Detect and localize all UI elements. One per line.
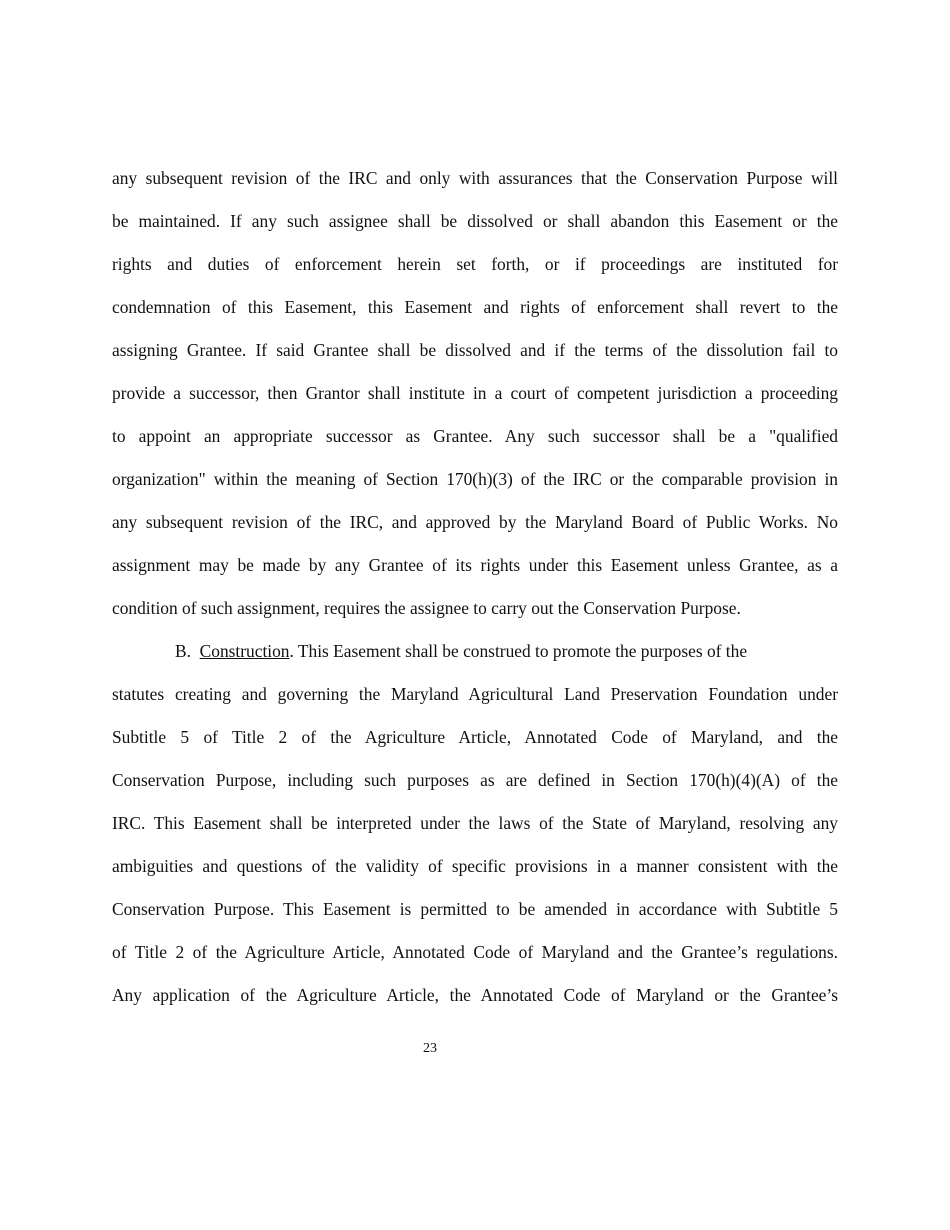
body-line: statutes creating and governing the Maryland Agricultural Land Preservation Foundation under [112,684,838,704]
body-line: of Title 2 of the Agriculture Article, Annotated Code of Maryland and the Grantee’s regulations. [112,942,838,962]
section-b-label: B. [175,641,191,661]
body-line: Subtitle 5 of Title 2 of the Agriculture Article, Annotated Code of Maryland, and the [112,727,838,747]
body-line: Conservation Purpose. This Easement is permitted to be amended in accordance with Subtitle 5 [112,899,838,919]
body-line: assignment may be made by any Grantee of its rights under this Easement unless Grantee, as a [112,555,838,575]
body-line: be maintained. If any such assignee shall be dissolved or shall abandon this Easement or the [112,211,838,231]
body-line: rights and duties of enforcement herein set forth, or if proceedings are instituted for [112,254,838,274]
document-body [112,157,838,1017]
body-line: organization" within the meaning of Section 170(h)(3) of the IRC or the comparable provision in [112,469,838,489]
section-b-heading: Construction [199,641,290,661]
body-line: ambiguities and questions of the validity of specific provisions in a manner consistent with the [112,856,838,876]
body-line: condemnation of this Easement, this Easement and rights of enforcement shall revert to the [112,297,838,317]
body-line: any subsequent revision of the IRC, and approved by the Maryland Board of Public Works. No [112,512,838,532]
body-line: Conservation Purpose, including such purposes as are defined in Section 170(h)(4)(A) of the [112,770,838,790]
page-number: 23 [423,1041,437,1056]
body-line: to appoint an appropriate successor as Grantee. Any such successor shall be a "qualified [112,426,838,446]
body-line: any subsequent revision of the IRC and only with assurances that the Conservation Purpose will [112,168,838,188]
section-b-first-line [112,630,838,673]
body-line: IRC. This Easement shall be interpreted under the laws of the State of Maryland, resolving any [112,813,838,833]
body-line: condition of such assignment, requires the assignee to carry out the Conservation Purpose. [112,598,741,618]
section-b-first-line-text: . This Easement shall be construed to promote the purposes of the [289,641,748,661]
body-line: Any application of the Agriculture Article, the Annotated Code of Maryland or the Grantee’s [112,985,838,1005]
body-line: assigning Grantee. If said Grantee shall be dissolved and if the terms of the dissolution fail to [112,340,838,360]
body-line: provide a successor, then Grantor shall institute in a court of competent jurisdiction a proceeding [112,383,838,403]
